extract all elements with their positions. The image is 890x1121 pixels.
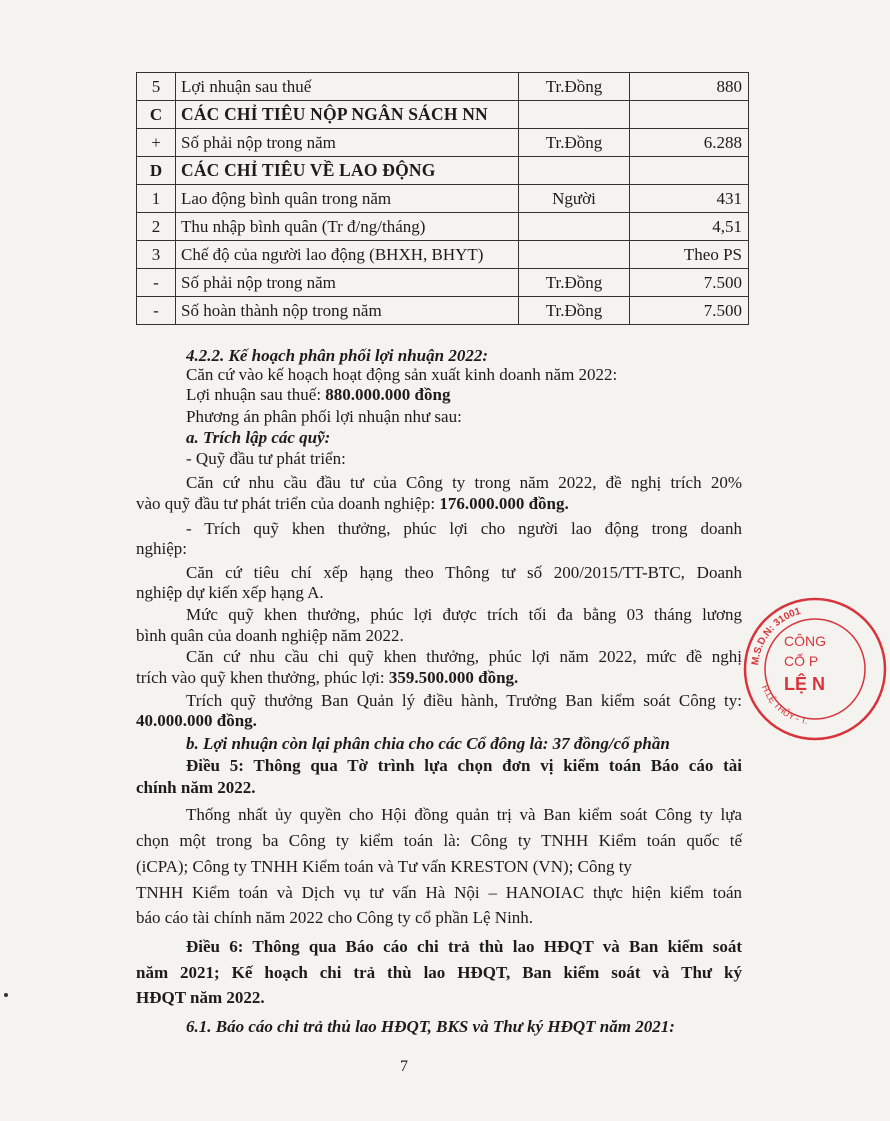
table-row (137, 129, 749, 157)
table-section-row (137, 157, 749, 185)
paragraph-dev-fund: - Quỹ đầu tư phát triển: (186, 449, 346, 468)
paragraph-reward-amount: trích vào quỹ khen thưởng, phúc lợi: 359.500.000 đồng. (136, 668, 519, 687)
paragraph-audit-3: (iCPA); Công ty TNHH Kiểm toán và Tư vấn KRESTON (VN); Công ty (136, 857, 632, 876)
section-heading-4-2-2: 4.2.2. Kế hoạch phân phối lợi nhuận 2022: (186, 346, 488, 365)
table-cell-name: Số phải nộp trong năm (176, 269, 519, 297)
page-number: 7 (400, 1058, 408, 1075)
table-section-row (137, 101, 749, 129)
table-row (137, 73, 749, 101)
paragraph-management-bonus: Trích quỹ thưởng Ban Quản lý điều hành, Trưởng Ban kiểm soát Công ty: (186, 691, 742, 710)
stamp-line-2: CỔ P (784, 653, 819, 669)
table-cell-name: CÁC CHỈ TIÊU NỘP NGÂN SÁCH NN (176, 101, 519, 129)
table-cell-unit: Tr.Đồng (519, 269, 630, 297)
table-cell-value (630, 101, 749, 129)
table-cell-value: 7.500 (630, 297, 749, 325)
paragraph-reward-need: Căn cứ nhu cầu chi quỹ khen thưởng, phúc lợi năm 2022, mức đề nghị (186, 647, 742, 666)
paragraph-basis: Căn cứ vào kế hoạch hoạt động sản xuất kinh doanh năm 2022: (186, 365, 618, 384)
management-bonus-value: 40.000.000 đồng. (136, 711, 257, 730)
paragraph-audit-4: TNHH Kiểm toán và Dịch vụ tư vấn Hà Nội – HANOIAC thực hiện kiểm toán (136, 883, 742, 902)
section-heading-6-1: 6.1. Báo cáo chi trả thủ lao HĐQT, BKS và Thư ký HĐQT năm 2021: (186, 1017, 675, 1036)
paragraph-profit: Lợi nhuận sau thuế: 880.000.000 đồng (186, 385, 451, 404)
paragraph-audit-1: Thống nhất ủy quyền cho Hội đồng quản trị và Ban kiểm soát Công ty lựa (186, 805, 742, 824)
paragraph-ranking-cont: nghiệp dự kiến xếp hạng A. (136, 583, 324, 602)
paragraph-ranking: Căn cứ tiêu chí xếp hạng theo Thông tư số 200/2015/TT-BTC, Doanh (186, 563, 742, 582)
table-row (137, 241, 749, 269)
paragraph-fund-level: Mức quỹ khen thưởng, phúc lợi được trích tối đa bằng 03 tháng lương (186, 605, 742, 624)
plan-table (136, 72, 749, 325)
table-row (137, 185, 749, 213)
table-cell-name: CÁC CHỈ TIÊU VỀ LAO ĐỘNG (176, 157, 519, 185)
dev-fund-value: 176.000.000 đồng. (439, 494, 569, 513)
stamp-ring-bottom-text: H.LỆ THỦY - T. (760, 683, 809, 726)
paragraph-audit-5: báo cáo tài chính năm 2022 cho Công ty cổ phần Lệ Ninh. (136, 908, 534, 927)
paragraph-reward-fund-cont: nghiệp: (136, 539, 187, 558)
paragraph-dev-fund-basis: Căn cứ nhu cầu đầu tư của Công ty trong năm 2022, đề nghị trích 20% (186, 473, 742, 492)
profit-value: 880.000.000 đồng (325, 385, 451, 404)
table-cell-value: 7.500 (630, 269, 749, 297)
paragraph-distribution: Phương án phân phối lợi nhuận như sau: (186, 407, 462, 426)
table-cell-index: 5 (137, 73, 176, 101)
article-5-title-cont: chính năm 2022. (136, 778, 256, 797)
table-cell-name: Thu nhập bình quân (Tr đ/ng/tháng) (176, 213, 519, 241)
table-cell-name: Chế độ của người lao động (BHXH, BHYT) (176, 241, 519, 269)
table-cell-unit (519, 157, 630, 185)
article-6-title: Điều 6: Thông qua Báo cáo chi trả thù lao HĐQT và Ban kiểm soát (186, 937, 742, 956)
stamp-ring-top-text: M.S.D.N: 31001 (750, 605, 802, 666)
table-cell-value: 431 (630, 185, 749, 213)
table-cell-value: Theo PS (630, 241, 749, 269)
article-6-title-cont: năm 2021; Kế hoạch chi trả thù lao HĐQT, Ban kiểm soát và Thư ký (136, 963, 742, 982)
stamp-line-1: CÔNG (784, 633, 826, 649)
company-stamp (740, 594, 890, 744)
paragraph-dev-fund-amount: vào quỹ đầu tư phát triển của doanh nghiệp: 176.000.000 đồng. (136, 494, 569, 513)
table-cell-index: 2 (137, 213, 176, 241)
table-cell-unit (519, 241, 630, 269)
table-cell-unit (519, 213, 630, 241)
table-cell-index: 3 (137, 241, 176, 269)
table-row (137, 269, 749, 297)
stamp-line-3: LỆ N (784, 674, 826, 694)
table-cell-name: Lợi nhuận sau thuế (176, 73, 519, 101)
table-cell-unit: Người (519, 185, 630, 213)
table-cell-name: Lao động bình quân trong năm (176, 185, 519, 213)
table-cell-value (630, 157, 749, 185)
table-cell-value: 6.288 (630, 129, 749, 157)
table-row (137, 297, 749, 325)
scan-dot (4, 993, 8, 997)
table-cell-index: - (137, 269, 176, 297)
table-cell-index: C (137, 101, 176, 129)
heading-a-funds: a. Trích lập các quỹ: (186, 428, 331, 447)
article-5-title: Điều 5: Thông qua Tờ trình lựa chọn đơn vị kiểm toán Báo cáo tài (186, 756, 742, 775)
table-cell-name: Số phải nộp trong năm (176, 129, 519, 157)
table-cell-unit: Tr.Đồng (519, 73, 630, 101)
paragraph-fund-level-cont: bình quân của doanh nghiệp năm 2022. (136, 626, 404, 645)
table-cell-index: + (137, 129, 176, 157)
stamp-outer-ring (745, 599, 885, 739)
reward-fund-value: 359.500.000 đồng. (388, 668, 519, 687)
table-cell-name: Số hoàn thành nộp trong năm (176, 297, 519, 325)
table-cell-index: 1 (137, 185, 176, 213)
paragraph-audit-2: chọn một trong ba Công ty kiểm toán là: Công ty TNHH Kiểm toán quốc tế (136, 831, 742, 850)
table-row (137, 213, 749, 241)
table-cell-unit: Tr.Đồng (519, 129, 630, 157)
table-cell-index: - (137, 297, 176, 325)
heading-b-remaining-profit: b. Lợi nhuận còn lại phân chia cho các Cổ đông là: 37 đồng/cổ phần (186, 734, 670, 753)
table-cell-index: D (137, 157, 176, 185)
article-6-title-end: HĐQT năm 2022. (136, 988, 265, 1007)
paragraph-reward-fund: - Trích quỹ khen thưởng, phúc lợi cho người lao động trong doanh (186, 519, 742, 538)
table-cell-unit: Tr.Đồng (519, 297, 630, 325)
table-cell-unit (519, 101, 630, 129)
table-cell-value: 880 (630, 73, 749, 101)
table-cell-value: 4,51 (630, 213, 749, 241)
